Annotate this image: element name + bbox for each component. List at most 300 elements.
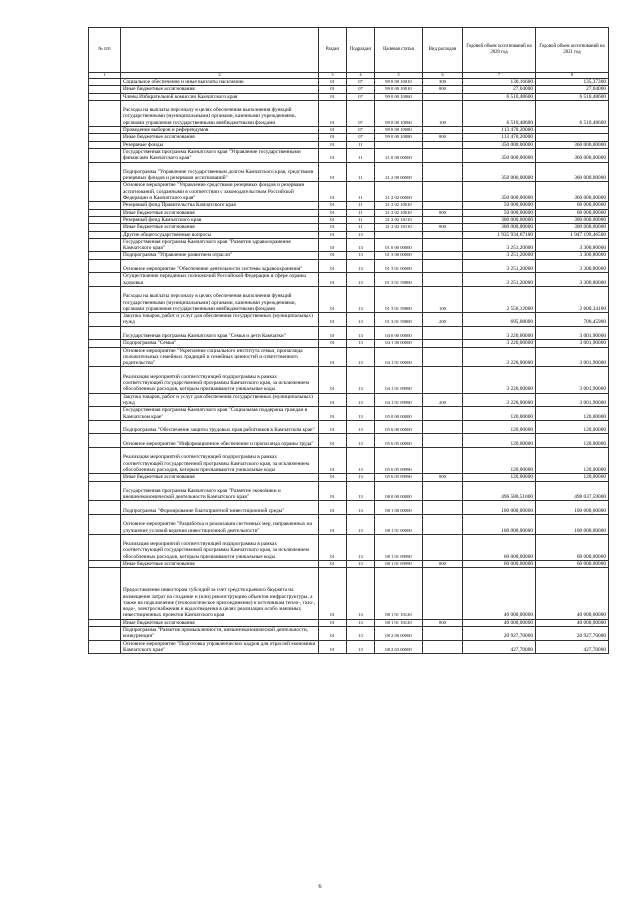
table-row xyxy=(89,561,609,568)
cell-vid xyxy=(423,407,463,421)
cell-name: Закупка товаров, работ и услуг для обеспечения государственных (муниципальных) нужд xyxy=(121,393,319,407)
cell-num xyxy=(89,501,121,515)
table-row xyxy=(89,252,609,259)
cell-vid xyxy=(423,481,463,501)
cell-2020: 350 000,00000 xyxy=(463,182,536,202)
cell-name: Основное мероприятие "Информационное обеспечение и пропаганда охраны труда" xyxy=(121,434,319,448)
cell-podrazdel: 13 xyxy=(347,515,375,535)
cell-podrazdel: 11 xyxy=(347,162,375,182)
cell-statya: 21 2 02 10010 xyxy=(375,209,423,216)
cell-num xyxy=(89,127,121,134)
cell-razdel: 01 xyxy=(319,448,347,474)
cell-2020: 2 556,12000 xyxy=(463,286,536,312)
cell-2020: 350 000,00000 xyxy=(463,141,536,148)
cell-podrazdel: 13 xyxy=(347,326,375,340)
cell-name: Иные бюджетные ассигнования xyxy=(121,134,319,141)
table-row xyxy=(89,640,609,654)
cell-num xyxy=(89,231,121,238)
budget-table xyxy=(88,27,609,654)
cell-2020: 100 000,00000 xyxy=(463,501,536,515)
cell-statya: 99 0 00 10060 xyxy=(375,100,423,126)
cell-statya: 04 1 00 00000 xyxy=(375,340,423,347)
cell-podrazdel: 13 xyxy=(347,313,375,327)
cell-statya: 04 0 00 00000 xyxy=(375,326,423,340)
cell-2020: 100 000,00000 xyxy=(463,515,536,535)
table-row xyxy=(89,481,609,501)
cell-2020: 6 510,48600 xyxy=(463,100,536,126)
header-statya: Целевая статья xyxy=(375,28,423,73)
cell-2020: 3 220,00000 xyxy=(463,367,536,393)
cell-podrazdel: 07 xyxy=(347,86,375,93)
cell-vid: 800 xyxy=(423,561,463,568)
cell-razdel: 01 xyxy=(319,619,347,626)
cell-razdel: 01 xyxy=(319,407,347,421)
cell-num xyxy=(89,86,121,93)
cell-podrazdel: 13 xyxy=(347,286,375,312)
header-num: № п/п xyxy=(89,28,121,73)
cell-2021: 120,00000 xyxy=(536,407,609,421)
cell-2021: 360 000,00000 xyxy=(536,182,609,202)
cell-razdel: 01 xyxy=(319,224,347,231)
cell-num xyxy=(89,340,121,347)
cell-2021: 3 300,80000 xyxy=(536,238,609,252)
cell-statya: 08 1 01 00000 xyxy=(375,515,423,535)
cell-razdel: 01 xyxy=(319,286,347,312)
cell-name: Проведение выборов и референдумов xyxy=(121,127,319,134)
cell-num xyxy=(89,134,121,141)
table-row xyxy=(89,347,609,367)
column-number: 1 xyxy=(89,73,121,79)
cell-2020: 350 000,00000 xyxy=(463,162,536,182)
cell-statya: 21 0 00 00000 xyxy=(375,148,423,162)
cell-2021: 6 510,48600 xyxy=(536,93,609,100)
cell-name: Иные бюджетные ассигнования xyxy=(121,619,319,626)
cell-statya: 99 0 00 10010 xyxy=(375,79,423,86)
cell-name: Резервный фонд Правительства Камчатского края xyxy=(121,202,319,209)
table-row xyxy=(89,231,609,238)
cell-2020: 120,00000 xyxy=(463,434,536,448)
cell-name: Социальное обеспечение и иные выплаты населению xyxy=(121,79,319,86)
cell-vid xyxy=(423,148,463,162)
cell-2021: 60 000,00000 xyxy=(536,209,609,216)
cell-2020: 120,00000 xyxy=(463,420,536,434)
cell-2020: 50 000,00000 xyxy=(463,209,536,216)
cell-num xyxy=(89,448,121,474)
cell-podrazdel: 13 xyxy=(347,474,375,481)
cell-vid xyxy=(423,252,463,259)
cell-num xyxy=(89,202,121,209)
cell-2020: 3 220,00000 xyxy=(463,393,536,407)
cell-podrazdel: 07 xyxy=(347,93,375,100)
table-row xyxy=(89,182,609,202)
cell-razdel: 01 xyxy=(319,313,347,327)
cell-vid: 100 xyxy=(423,286,463,312)
column-number: 4 xyxy=(347,73,375,79)
cell-razdel: 01 xyxy=(319,182,347,202)
cell-num xyxy=(89,216,121,223)
cell-vid xyxy=(423,340,463,347)
cell-2020: 3 251,20000 xyxy=(463,259,536,273)
cell-name: Основное мероприятие "Разработка и реализация системных мер, направленных на улучшение условий ведения инвестиционной деятельности" xyxy=(121,515,319,535)
cell-vid: 800 xyxy=(423,474,463,481)
cell-statya: 21 2 02 10110 xyxy=(375,216,423,223)
cell-podrazdel: 13 xyxy=(347,448,375,474)
cell-podrazdel: 13 xyxy=(347,393,375,407)
cell-podrazdel: 13 xyxy=(347,619,375,626)
cell-name: Государственная программа Камчатского края "Развитие экономики и внешнеэкономической деятельности Камчатского края" xyxy=(121,481,319,501)
cell-podrazdel: 11 xyxy=(347,202,375,209)
cell-2021: 3 300,80000 xyxy=(536,259,609,273)
cell-2021: 27,04000 xyxy=(536,86,609,93)
table-row xyxy=(89,259,609,273)
cell-num xyxy=(89,141,121,148)
cell-num xyxy=(89,420,121,434)
cell-2020: 3 220,00000 xyxy=(463,340,536,347)
cell-2021: 300 000,00000 xyxy=(536,216,609,223)
cell-vid xyxy=(423,162,463,182)
cell-num xyxy=(89,347,121,367)
cell-num xyxy=(89,313,121,327)
cell-razdel: 01 xyxy=(319,434,347,448)
cell-num xyxy=(89,286,121,312)
cell-2021: 120,00000 xyxy=(536,448,609,474)
cell-2021: 427,70000 xyxy=(536,640,609,654)
cell-vid xyxy=(423,515,463,535)
page-number: 6 xyxy=(318,883,322,890)
cell-razdel: 01 xyxy=(319,202,347,209)
table-row xyxy=(89,224,609,231)
cell-podrazdel: 07 xyxy=(347,127,375,134)
cell-razdel: 01 xyxy=(319,209,347,216)
cell-statya: 21 2 02 10110 xyxy=(375,224,423,231)
cell-statya: 08 1 00 00000 xyxy=(375,501,423,515)
cell-num xyxy=(89,640,121,654)
cell-statya: 01 3 01 59800 xyxy=(375,313,423,327)
header-2020: Годовой объем ассигнований на 2020 год xyxy=(463,28,536,73)
cell-podrazdel: 13 xyxy=(347,231,375,238)
table-row xyxy=(89,474,609,481)
cell-razdel: 01 xyxy=(319,216,347,223)
header-name xyxy=(121,28,319,73)
header-2021: Годовой объем ассигнований на 2021 год xyxy=(536,28,609,73)
cell-podrazdel: 11 xyxy=(347,141,375,148)
cell-2020: 427,70000 xyxy=(463,640,536,654)
cell-2020: 3 220,00000 xyxy=(463,347,536,367)
cell-2021: 40 000,00000 xyxy=(536,619,609,626)
cell-vid: 800 xyxy=(423,619,463,626)
cell-2021: 135,37300 xyxy=(536,79,609,86)
table-row xyxy=(89,313,609,327)
table-row xyxy=(89,434,609,448)
table-row xyxy=(89,534,609,560)
cell-razdel: 01 xyxy=(319,561,347,568)
table-row xyxy=(89,568,609,619)
cell-podrazdel: 07 xyxy=(347,134,375,141)
table-row xyxy=(89,501,609,515)
cell-name: Подпрограмма "Управление государственным долгом Камчатского края, средствами резервных фондов и резервами ассигнований" xyxy=(121,162,319,182)
table-row xyxy=(89,627,609,641)
table-row xyxy=(89,134,609,141)
cell-podrazdel: 13 xyxy=(347,340,375,347)
cell-razdel: 01 xyxy=(319,474,347,481)
cell-statya: 08 2 00 00000 xyxy=(375,627,423,641)
cell-2020: 350 000,00000 xyxy=(463,148,536,162)
cell-name: Государственная программа Камчатского края "Социальная поддержка граждан в Камчатском крае" xyxy=(121,407,319,421)
cell-podrazdel: 13 xyxy=(347,568,375,619)
table-row xyxy=(89,162,609,182)
cell-statya: 04 1 01 00000 xyxy=(375,347,423,367)
cell-num xyxy=(89,224,121,231)
cell-vid xyxy=(423,434,463,448)
cell-2020: 120,00000 xyxy=(463,448,536,474)
cell-2020: 6 510,48600 xyxy=(463,93,536,100)
cell-num xyxy=(89,627,121,641)
cell-name: Предоставление инвесторам субсидий за счет средств краевого бюджета на возмещение затрат на создание и (или) реконструкцию объектов инфраструктуры, а также на подключение (технологическое присоединение) к источникам тепло-, газо-, водо-, электроснабжения и водоотведения в целях реализации особо значимых инвестиционных проектов Камчатского края xyxy=(121,568,319,619)
cell-2020: 40 000,00000 xyxy=(463,619,536,626)
cell-razdel: 01 xyxy=(319,238,347,252)
cell-2021: 100 000,00000 xyxy=(536,501,609,515)
cell-2021: 360 000,00000 xyxy=(536,141,609,148)
table-row xyxy=(89,367,609,393)
cell-podrazdel: 13 xyxy=(347,434,375,448)
cell-razdel: 01 xyxy=(319,326,347,340)
cell-podrazdel: 13 xyxy=(347,420,375,434)
header-podrazdel: Подраздел xyxy=(347,28,375,73)
table-row xyxy=(89,100,609,126)
cell-podrazdel: 13 xyxy=(347,238,375,252)
cell-num xyxy=(89,534,121,560)
cell-2020: 3 251,20000 xyxy=(463,273,536,287)
cell-name: Иные бюджетные ассигнования xyxy=(121,86,319,93)
cell-statya: 21 2 00 00000 xyxy=(375,162,423,182)
cell-razdel: 01 xyxy=(319,501,347,515)
cell-2021: 2 600,34100 xyxy=(536,286,609,312)
cell-statya: 05 6 05 09990 xyxy=(375,474,423,481)
cell-statya: 05 6 05 00000 xyxy=(375,434,423,448)
cell-vid xyxy=(423,501,463,515)
column-number: 8 xyxy=(536,73,609,79)
cell-num xyxy=(89,407,121,421)
cell-podrazdel: 13 xyxy=(347,367,375,393)
cell-2020: 3 251,20000 xyxy=(463,252,536,259)
cell-2021: 3 001,90000 xyxy=(536,340,609,347)
cell-statya: 99 0 00 10060 xyxy=(375,93,423,100)
cell-podrazdel: 11 xyxy=(347,224,375,231)
column-number: 7 xyxy=(463,73,536,79)
cell-vid xyxy=(423,568,463,619)
cell-num xyxy=(89,474,121,481)
cell-vid: 200 xyxy=(423,313,463,327)
cell-podrazdel: 13 xyxy=(347,481,375,501)
cell-name: Основное мероприятие "Укрепление социального института семьи, пропаганда положительных семейных традиций и семейных ценностей и ответственного родительства" xyxy=(121,347,319,367)
cell-name: Подпрограмма "Развитие промышленности, внешнеэкономической деятельности, конкуренции" xyxy=(121,627,319,641)
cell-name: Основное мероприятие "Подготовка управленческих кадров для отраслей экономики Камчатского края" xyxy=(121,640,319,654)
cell-name: Иные бюджетные ассигнования xyxy=(121,209,319,216)
cell-vid: 200 xyxy=(423,393,463,407)
cell-num xyxy=(89,93,121,100)
cell-name: Иные бюджетные ассигнования xyxy=(121,474,319,481)
cell-2021: 700,45900 xyxy=(536,313,609,327)
cell-name: Резервный фонд Камчатского края xyxy=(121,216,319,223)
cell-vid xyxy=(423,141,463,148)
table-row xyxy=(89,209,609,216)
cell-razdel: 01 xyxy=(319,252,347,259)
cell-2020: 300 000,00000 xyxy=(463,216,536,223)
header-razdel: Раздел xyxy=(319,28,347,73)
cell-2020: 695,08000 xyxy=(463,313,536,327)
cell-2020: 300 000,00000 xyxy=(463,224,536,231)
cell-razdel: 01 xyxy=(319,340,347,347)
cell-statya: 08 1 01 09990 xyxy=(375,534,423,560)
cell-2021: 3 300,80000 xyxy=(536,252,609,259)
cell-2021: 360 000,00000 xyxy=(536,148,609,162)
cell-podrazdel: 13 xyxy=(347,534,375,560)
column-number: 2 xyxy=(121,73,319,79)
table-row xyxy=(89,515,609,535)
cell-2021: 120,00000 xyxy=(536,474,609,481)
cell-statya: 01 3 01 59800 xyxy=(375,286,423,312)
cell-2021: 60 000,00000 xyxy=(536,561,609,568)
cell-vid xyxy=(423,259,463,273)
table-row xyxy=(89,238,609,252)
cell-name: Подпрограмма "Семья" xyxy=(121,340,319,347)
cell-statya: 08 1 01 09990 xyxy=(375,561,423,568)
table-row xyxy=(89,216,609,223)
table-row xyxy=(89,273,609,287)
cell-statya: 05 0 00 00000 xyxy=(375,407,423,421)
cell-vid: 300 xyxy=(423,79,463,86)
cell-name: Подпрограмма "Обеспечение защиты трудовых прав работников в Камчатском крае" xyxy=(121,420,319,434)
cell-razdel: 01 xyxy=(319,127,347,134)
cell-num xyxy=(89,273,121,287)
cell-statya: 08 1 01 10120 xyxy=(375,619,423,626)
cell-podrazdel: 11 xyxy=(347,148,375,162)
column-number: 5 xyxy=(375,73,423,79)
cell-name: Основное мероприятие "Управление средствами резервных фондов и резервами ассигнований, созданными в соответствии с законодательством Российской Федерации и Камчатского края" xyxy=(121,182,319,202)
table-row xyxy=(89,340,609,347)
cell-podrazdel: 13 xyxy=(347,252,375,259)
cell-2020: 60 000,00000 xyxy=(463,561,536,568)
cell-podrazdel: 13 xyxy=(347,259,375,273)
cell-num xyxy=(89,515,121,535)
cell-name: Реализация мероприятий соответствующей подпрограммы в рамках соответствующей государственной программы Камчатского края, за исключением обособленных расходов, которым присваиваются уникальные коды xyxy=(121,534,319,560)
cell-num xyxy=(89,481,121,501)
cell-2021: 1 947 199,46500 xyxy=(536,231,609,238)
cell-statya: 01 3 01 00000 xyxy=(375,259,423,273)
cell-razdel: 01 xyxy=(319,393,347,407)
cell-num xyxy=(89,252,121,259)
cell-statya xyxy=(375,231,423,238)
cell-2020: 120,00000 xyxy=(463,407,536,421)
cell-name: Расходы на выплаты персоналу в целях обеспечения выполнения функций государственными (муниципальными) органами, казенными учреждениями, органами управления государственными внебюджетными фондами xyxy=(121,286,319,312)
cell-2021: 3 300,80000 xyxy=(536,273,609,287)
cell-num xyxy=(89,367,121,393)
cell-podrazdel: 11 xyxy=(347,209,375,216)
cell-statya: 01 3 00 00000 xyxy=(375,252,423,259)
cell-razdel: 01 xyxy=(319,134,347,141)
cell-2021: 60 000,00000 xyxy=(536,534,609,560)
cell-statya: 08 1 01 10120 xyxy=(375,568,423,619)
cell-num xyxy=(89,568,121,619)
cell-razdel: 01 xyxy=(319,481,347,501)
cell-num xyxy=(89,434,121,448)
cell-vid xyxy=(423,127,463,134)
cell-vid xyxy=(423,202,463,209)
cell-2021: 100 000,00000 xyxy=(536,515,609,535)
cell-razdel: 01 xyxy=(319,86,347,93)
cell-podrazdel: 07 xyxy=(347,79,375,86)
cell-vid xyxy=(423,534,463,560)
cell-statya: 21 2 02 00000 xyxy=(375,182,423,202)
table-row xyxy=(89,202,609,209)
cell-vid xyxy=(423,231,463,238)
cell-name: Иные бюджетные ассигнования xyxy=(121,561,319,568)
cell-podrazdel: 13 xyxy=(347,273,375,287)
table-row xyxy=(89,326,609,340)
cell-2020: 50 000,00000 xyxy=(463,202,536,209)
cell-2021: 20 927,70000 xyxy=(536,627,609,641)
cell-vid: 800 xyxy=(423,224,463,231)
cell-num xyxy=(89,100,121,126)
cell-name: Расходы на выплаты персоналу в целях обеспечения выполнения функций государственными (муниципальными) органами, казенными учреждениями, органами управления государственными внебюджетными фондами xyxy=(121,100,319,126)
cell-vid xyxy=(423,448,463,474)
cell-statya: 01 3 01 59800 xyxy=(375,273,423,287)
cell-vid xyxy=(423,216,463,223)
cell-num xyxy=(89,259,121,273)
cell-razdel: 01 xyxy=(319,273,347,287)
cell-statya: 08 0 00 00000 xyxy=(375,481,423,501)
cell-2020: 3 251,20000 xyxy=(463,238,536,252)
cell-statya: 04 1 01 09990 xyxy=(375,367,423,393)
cell-podrazdel: 13 xyxy=(347,640,375,654)
cell-2021: 3 001,90000 xyxy=(536,326,609,340)
table-row xyxy=(89,393,609,407)
cell-razdel: 01 xyxy=(319,162,347,182)
cell-name: Другие общегосударственные вопросы xyxy=(121,231,319,238)
cell-razdel: 01 xyxy=(319,568,347,619)
cell-razdel: 01 xyxy=(319,640,347,654)
cell-razdel: 01 xyxy=(319,79,347,86)
cell-podrazdel: 13 xyxy=(347,561,375,568)
cell-name: Подпрограмма "Управление развитием отрасли" xyxy=(121,252,319,259)
cell-vid xyxy=(423,182,463,202)
cell-vid xyxy=(423,93,463,100)
table-header xyxy=(89,28,609,79)
cell-podrazdel: 13 xyxy=(347,407,375,421)
cell-vid xyxy=(423,347,463,367)
cell-2020: 1 935 934,67100 xyxy=(463,231,536,238)
cell-num xyxy=(89,326,121,340)
budget-sheet xyxy=(88,27,608,654)
cell-2021 xyxy=(536,127,609,134)
cell-2020: 60 000,00000 xyxy=(463,534,536,560)
cell-statya: 05 6 05 09990 xyxy=(375,448,423,474)
cell-name: Государственная программа Камчатского края "Развитие здравоохранения Камчатского края" xyxy=(121,238,319,252)
cell-statya: 04 1 01 09990 xyxy=(375,393,423,407)
cell-razdel: 01 xyxy=(319,420,347,434)
cell-vid xyxy=(423,367,463,393)
cell-2020: 40 000,00000 xyxy=(463,568,536,619)
table-row xyxy=(89,286,609,312)
cell-vid xyxy=(423,238,463,252)
cell-num xyxy=(89,619,121,626)
cell-vid xyxy=(423,420,463,434)
cell-name: Осуществление переданных полномочий Российской Федерации в сфере охраны здоровья xyxy=(121,273,319,287)
cell-2020: 130,16600 xyxy=(463,79,536,86)
table-row xyxy=(89,79,609,86)
cell-razdel: 01 xyxy=(319,259,347,273)
cell-2021: 3 001,90000 xyxy=(536,393,609,407)
